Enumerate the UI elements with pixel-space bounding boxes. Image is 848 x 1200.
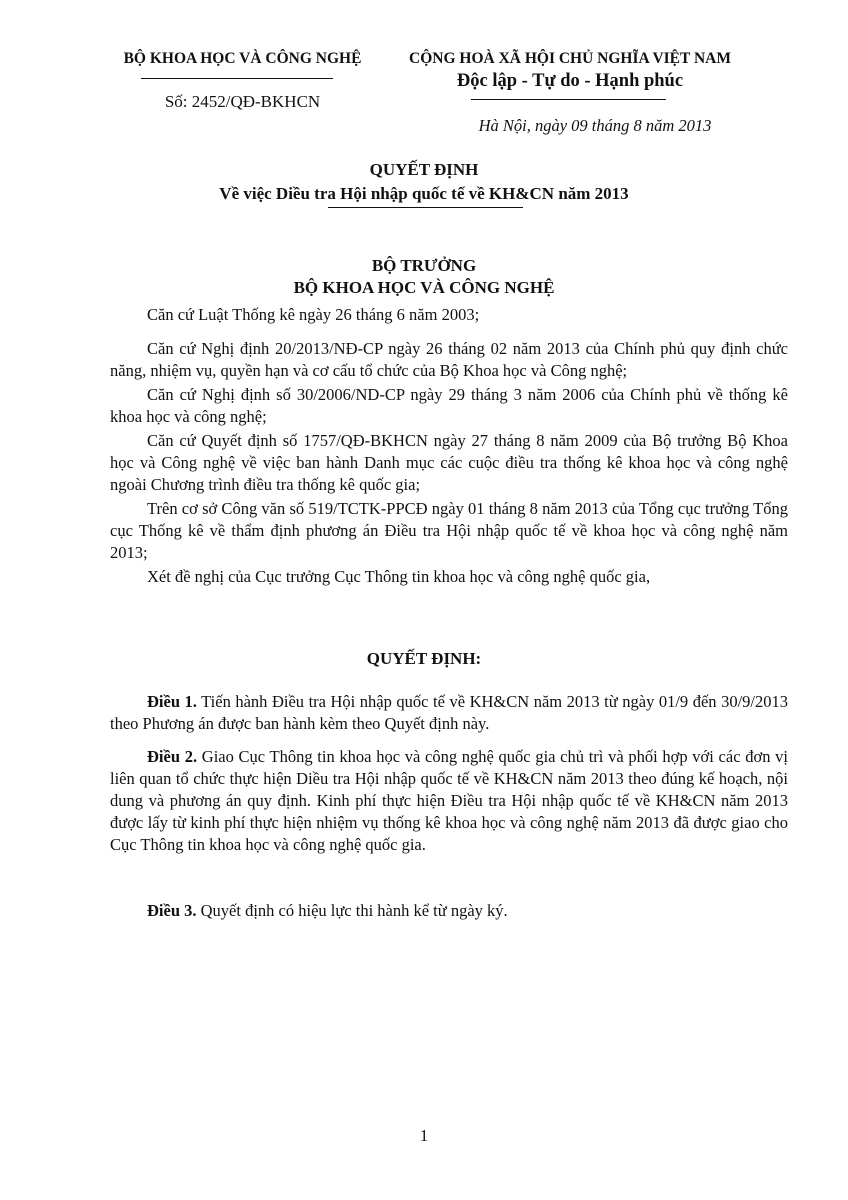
authority-ministry: BỘ KHOA HỌC VÀ CÔNG NGHỆ	[293, 278, 555, 297]
article-label: Điều 2.	[147, 747, 198, 766]
national-motto: Độc lập - Tự do - Hạnh phúc	[456, 71, 684, 91]
article-text: Tiến hành Điều tra Hội nhập quốc tế về KH&CN năm 2013 từ ngày 01/9 đến 30/9/2013 theo Phương án được ban hành kèm theo Quyết định này.	[110, 692, 788, 733]
preamble-item: Căn cứ Quyết định số 1757/QĐ-BKHCN ngày 27 tháng 8 năm 2009 của Bộ trưởng Bộ Khoa học và Công nghệ về việc ban hành Danh mục các cuộc điều tra thống kê khoa học và công nghệ ngoài Chương trình điều tra thống kê quốc gia;	[110, 431, 788, 494]
place-date: Hà Nội, ngày 09 tháng 8 năm 2013	[478, 116, 712, 135]
preamble-item: Căn cứ Nghị định số 30/2006/ND-CP ngày 29 tháng 3 năm 2006 của Chính phủ về thống kê khoa học và công nghệ;	[110, 385, 788, 426]
document-number: Số: 2452/QĐ-BKHCN	[164, 92, 321, 111]
authority-title: BỘ TRƯỞNG	[371, 256, 477, 275]
preamble-item: Xét đề nghị của Cục trưởng Cục Thông tin khoa học và công nghệ quốc gia,	[147, 567, 651, 586]
preamble-item: Trên cơ sở Công văn số 519/TCTK-PPCĐ ngày 01 tháng 8 năm 2013 của Tổng cục trưởng Tổng cục Thống kê về thẩm định phương án Điều tra Hội nhập quốc tế về khoa học và công nghệ năm 2013;	[110, 499, 788, 562]
article-2	[110, 746, 788, 856]
document-subject: Về việc Diều tra Hội nhập quốc tế về KH&CN năm 2013	[219, 184, 629, 203]
motto-underline	[471, 99, 666, 100]
article-text: Giao Cục Thông tin khoa học và công nghệ quốc gia chủ trì và phối hợp với các đơn vị liên quan tổ chức thực hiện Diều tra Hội nhập quốc tế về KH&CN năm 2013 theo đúng kế hoạch, nội dung và phương án quy định. Kinh phí thực hiện Điều tra Hội nhập quốc tế về KH&CN năm 2013 được lấy từ kinh phí thực hiện nhiệm vụ thống kê khoa học và công nghệ năm 2013 đã được giao cho Cục Thông tin khoa học và công nghệ quốc gia.	[110, 747, 788, 854]
article-label: Điều 1.	[147, 692, 197, 711]
country-name: CỘNG HOÀ XÃ HỘI CHỦ NGHĨA VIỆT NAM	[409, 50, 731, 67]
issuing-agency: BỘ KHOA HỌC VÀ CÔNG NGHỆ	[123, 50, 362, 67]
subject-underline	[328, 207, 523, 208]
document-title: QUYẾT ĐỊNH	[369, 160, 479, 179]
article-text: Quyết định có hiệu lực thi hành kể từ ngày ký.	[196, 901, 508, 920]
preamble-item: Căn cứ Nghị định 20/2013/NĐ-CP ngày 26 tháng 02 năm 2013 của Chính phủ quy định chức năng, nhiệm vụ, quyền hạn và cơ cấu tổ chức của Bộ Khoa học và Công nghệ;	[110, 339, 788, 380]
article-3	[110, 900, 788, 922]
decision-heading: QUYẾT ĐỊNH:	[366, 649, 482, 668]
article-label: Điều 3.	[147, 901, 197, 920]
page-number: 1	[419, 1126, 429, 1145]
agency-underline	[141, 78, 333, 79]
article-1	[110, 691, 788, 735]
preamble-item: Căn cứ Luật Thống kê ngày 26 tháng 6 năm 2003;	[147, 305, 480, 324]
